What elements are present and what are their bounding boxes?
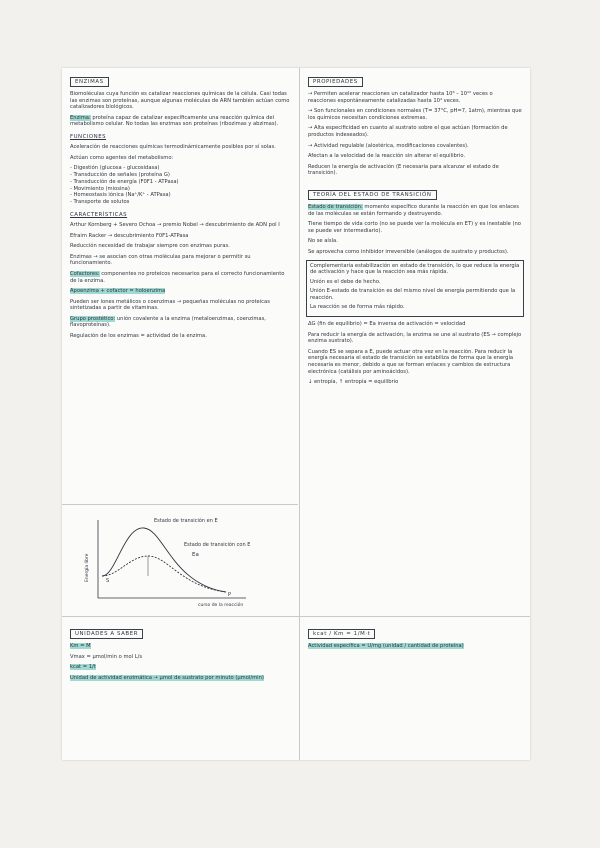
teoria-p4: ΔG (fin de equilibrio) = Ea inversa de activación = velocidad (308, 321, 466, 328)
funciones-p2: Actúan como agentes del metabolismo: (70, 154, 174, 161)
estado-paragraph (308, 204, 522, 217)
caracteristicas-p3: Reducción necesidad de trabajar siempre con enzimas puras. (70, 243, 230, 250)
cofactores-paragraph (70, 271, 290, 284)
propiedades-item: → Son funcionales en condiciones normales (T= 37°C, pH=7, 1atm), mientras que los químicos necesitan condiciones extremas. (308, 108, 522, 121)
teoria-p5: Para reducir la energía de activación, la enzima se une al sustrato (ES → complejo enzima sustrato). (308, 331, 522, 345)
unidades-item (70, 675, 290, 682)
note-sheet (62, 68, 530, 760)
x-axis-label: curso de la reacción (198, 603, 244, 608)
teoria-box (306, 260, 524, 318)
funciones-p1: Aceleración de reacciones químicas termodinámicamente posibles por sí solas. (70, 143, 276, 150)
caracteristicas-p1: Arthur Kornberg + Severo Ochoa → premio Nobel → descubrimiento de ADN pol I (70, 221, 280, 228)
teoria-p7: ↓ entropía, ↑ entropía = equilibrio (308, 379, 399, 386)
propiedades-p2: Reducen la energía de activación (E necesaria para alcanzar el estado de transición). (308, 163, 499, 177)
unidades-item (70, 643, 290, 650)
caracteristicas-p2: Efraim Racker → descubrimiento F0F1-ATPasa (70, 232, 189, 239)
list-item: - Transducción de energía (F0F1 - ATPasa) (70, 178, 179, 185)
box-line: Unión E-estado de transición es del mismo nivel de energía permitiendo que la reacción. (310, 288, 516, 301)
energy-diagram-svg (76, 512, 286, 614)
catalyzed-transition-label: Estado de transición con E (184, 542, 251, 548)
list-item: - Transducción de señales (proteína G) (70, 171, 170, 178)
apoenzima-paragraph (70, 288, 290, 295)
funciones-list (70, 165, 290, 206)
enzimas-p2 (70, 115, 290, 128)
y-axis-label: Energía libre (85, 553, 90, 582)
product-label: P (228, 592, 232, 598)
prostetico-highlight: Grupo prostético: (70, 315, 116, 322)
prostetico-paragraph (70, 316, 290, 329)
kcat-unit: kcat = 1/t (70, 664, 96, 671)
box-line: Unión es el debe de hecho. (310, 278, 381, 285)
transition-state-label: Estado de transición en E (154, 518, 218, 524)
unidades-section (62, 620, 298, 685)
propiedades-item: → Alta especificidad en cuanto al sustrato sobre el que actúan (formación de productos indeseados). (308, 125, 508, 138)
substrate-label: S (106, 578, 110, 584)
unidades-item: Vmax = μmol/min o mol L/s (70, 653, 143, 660)
teoria-p6: Cuando ES se separa a E, puede actuar otra vez en la reacción. Para reducir la energía necesaria el estado de transición se estabiliza de forma que la energía necesaria es menor, debido a que se forman enlaces y cambios de estructura electrónica (catálisis por aminoácidos). (308, 348, 514, 375)
list-item: - Transporte de solutos (70, 199, 130, 206)
actividad-unit: Unidad de actividad enzimática → μmol de sustrato por minuto (μmol/min) (70, 674, 264, 681)
propiedades-item: → Permiten acelerar reacciones un catalizador hasta 10⁶ – 10¹² veces o reacciones espontáneamente catalizadas hasta 10⁴ veces. (308, 91, 493, 104)
estado-highlight: Estado de transición: (308, 203, 363, 210)
uncatalyzed-curve (102, 528, 226, 592)
enzima-definition: proteína capaz de catalizar específicamente una reacción química del metabolismo celular. No todas las enzimas son proteínas (ribozimas y abzimas). (70, 114, 279, 128)
actividad-especifica-highlight: Actividad específica = U/mg (unidad / cantidad de proteína) (308, 643, 464, 649)
unidades-title: UNIDADES A SABER (70, 629, 143, 639)
kcat-title: kcat / Km = 1/M·t (308, 629, 375, 639)
teoria-p2: No se aísla. (308, 238, 338, 245)
cofactores-text: componentes no proteicos necesarios para el correcto funcionamiento de la enzima. (70, 270, 285, 284)
teoria-p1: Tiene tiempo de vida corto (no se puede ver la molécula en ET) y es inestable (no se puede ver intermediario). (308, 221, 521, 234)
list-item: - Digestión (glucosa - glucosidasa) (70, 165, 160, 172)
propiedades-item: → Actividad regulable (alostérica, modificaciones covalentes). (308, 142, 469, 149)
box-line: La reacción se de forma más rápido. (310, 304, 405, 311)
enzimas-p1: Biomoléculas cuya función es catalizar reacciones químicas de la célula. Casi todas las enzimas son proteínas, aunque algunas moléculas de ARN también actúan como catalizadores biológicos. (70, 91, 290, 111)
propiedades-p1: Afectan a la velocidad de la reacción sin alterar el equilibrio. (308, 153, 466, 160)
box-line: Complementaria estabilización en estado de transición, lo que reduce la energía de activación y hace que la reacción sea más rápida. (310, 262, 520, 276)
propiedades-title: PROPIEDADES (308, 77, 363, 87)
enzima-highlight: Enzima: (70, 114, 91, 121)
km-unit: Km = M (70, 643, 91, 649)
teoria-title: TEORÍA DEL ESTADO DE TRANSICIÓN (308, 190, 437, 200)
funciones-title: FUNCIONES (70, 133, 107, 140)
estado-text: momento específico durante la reacción en que los enlaces de las moléculas se están formando y destruyendo. (308, 203, 519, 217)
caracteristicas-p6: Regulación de los enzimas = actividad de la enzima. (70, 333, 207, 340)
kcat-paragraph (308, 643, 522, 650)
caracteristicas-p5: Pueden ser iones metálicos o coenzimas → pequeñas moléculas no proteicas sintetizadas a partir de vitaminas. (70, 298, 270, 312)
caracteristicas-p4: Enzimas → se asocian con otras moléculas para mejorar o permitir su funcionamiento. (70, 253, 251, 267)
apoenzima-highlight: Apoenzima + cofactor = holoenzima (70, 288, 166, 295)
energy-diagram (76, 512, 286, 614)
unidades-item (70, 664, 290, 671)
enzimas-title: ENZIMAS (70, 77, 109, 87)
list-item: - Homeostasis iónica (Na⁺/K⁺ - ATPasa) (70, 192, 171, 199)
ea-label: Ea (192, 552, 199, 558)
kcat-section (300, 620, 530, 654)
teoria-p3: Se aprovecha como inhibidor irreversible (análogos de sustrato y productos). (308, 248, 509, 255)
cofactores-highlight: Cofactores: (70, 270, 100, 277)
section-divider (62, 504, 298, 505)
prostetico-text: unión covalente a la enzima (metaloenzimas, coenzimas, flavoproteínas). (70, 315, 266, 329)
caracteristicas-title: CARACTERÍSTICAS (70, 211, 128, 218)
list-item: - Movimiento (miosina) (70, 185, 130, 192)
right-column (300, 68, 530, 760)
